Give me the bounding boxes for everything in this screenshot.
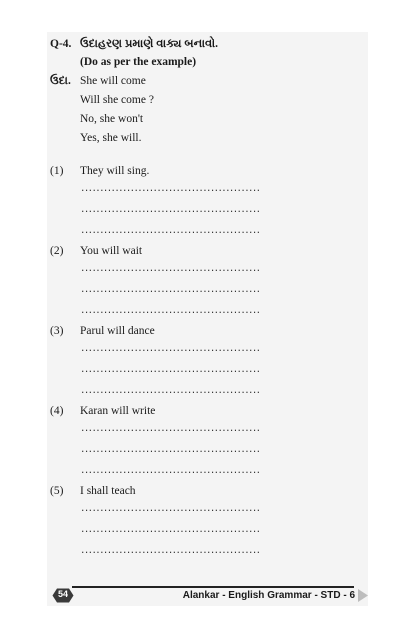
book-title: Alankar - English Grammar - STD - 6	[182, 590, 355, 601]
answer-line[interactable]: ...............................................	[80, 546, 260, 556]
answer-line[interactable]: ...............................................	[80, 424, 260, 434]
answer-line[interactable]: ...............................................	[80, 344, 260, 354]
answer-line[interactable]: ...............................................	[80, 184, 260, 194]
item-number: (3)	[50, 325, 64, 337]
item-number: (4)	[50, 405, 64, 417]
question-number: Q-4.	[50, 38, 72, 50]
example-line: She will come	[80, 75, 146, 87]
answer-line[interactable]: ...............................................	[80, 525, 260, 535]
item-number: (1)	[50, 165, 64, 177]
example-line: No, she won't	[80, 113, 144, 125]
example-line: Will she come ?	[80, 94, 154, 106]
item-sentence: I shall teach	[80, 485, 136, 497]
page-number: 54	[57, 589, 68, 599]
item-sentence: Parul will dance	[80, 325, 155, 337]
answer-line[interactable]: ...............................................	[80, 504, 260, 514]
item-number: (5)	[50, 485, 64, 497]
question-heading	[50, 38, 218, 51]
question-title: ઉદાહરણ પ્રમાણે વાક્ય બનાવો.	[80, 38, 218, 50]
arrow-right-icon	[358, 589, 368, 602]
answer-line[interactable]: ...............................................	[80, 285, 260, 295]
answer-line[interactable]: ...............................................	[80, 264, 260, 274]
answer-line[interactable]: ...............................................	[80, 205, 260, 215]
question-subtitle: (Do as per the example)	[80, 56, 197, 68]
item-sentence: They will sing.	[80, 165, 150, 177]
answer-line[interactable]: ...............................................	[80, 306, 260, 316]
example-label: ઉદા.	[50, 75, 71, 87]
answer-line[interactable]: ...............................................	[80, 386, 260, 396]
footer-rule	[72, 586, 354, 588]
example-line: Yes, she will.	[80, 132, 142, 144]
answer-line[interactable]: ...............................................	[80, 365, 260, 375]
item-sentence: You will wait	[80, 245, 143, 257]
answer-line[interactable]: ...............................................	[80, 226, 260, 236]
item-sentence: Karan will write	[80, 405, 156, 417]
answer-line[interactable]: ...............................................	[80, 445, 260, 455]
answer-line[interactable]: ...............................................	[80, 466, 260, 476]
item-number: (2)	[50, 245, 64, 257]
